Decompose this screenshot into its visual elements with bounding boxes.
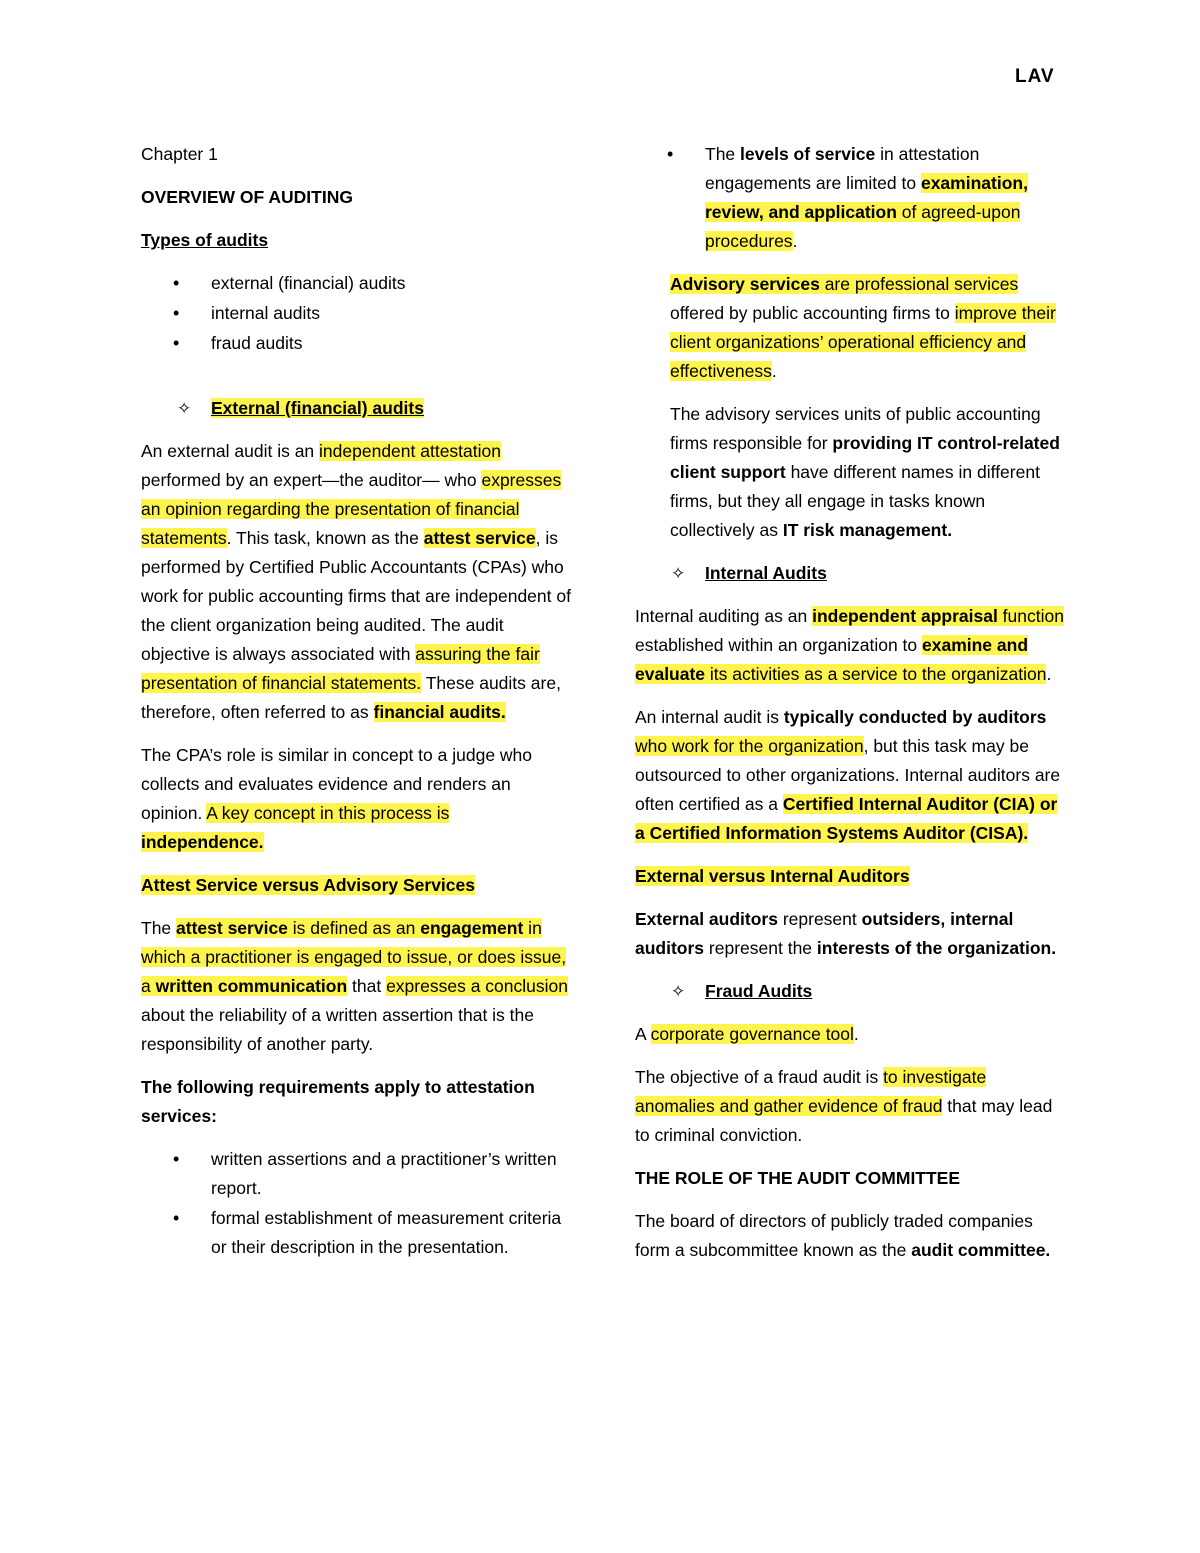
fraud-audits-heading [635, 977, 1065, 1006]
cpa-role-paragraph: The CPA’s role is similar in concept to a judge who collects and evaluates evidence and renders an opinion. A key concept in this process is independence. [141, 745, 533, 852]
list-item: • fraud audits [141, 329, 573, 358]
levels-list [635, 140, 1065, 256]
external-audits-heading [141, 394, 573, 423]
list-item: • external (financial) audits [141, 269, 573, 298]
requirements-list [141, 1145, 573, 1262]
heading-label: Fraud Audits [705, 981, 813, 1001]
diamond-bullet-icon: ✧ [671, 564, 686, 583]
right-column [635, 140, 1065, 1279]
left-column [141, 140, 573, 1276]
advisory-units-paragraph: The advisory services units of public accounting firms responsible for providing IT control-related client support have different names in different firms, but they all engage in tasks known collectively as IT risk management. [670, 404, 1060, 540]
document-title: OVERVIEW OF AUDITING [141, 187, 353, 207]
heading-label: Internal Audits [705, 563, 827, 583]
diamond-bullet-icon: ✧ [671, 982, 686, 1001]
internal-audit-paragraph: Internal auditing as an independent appraisal function established within an organization to examine and evaluate its activities as a service to the organization. [635, 606, 1064, 684]
list-item: • The levels of service in attestation engagements are limited to examination, review, and application of agreed-upon procedures. [635, 140, 1065, 256]
diamond-bullet-icon: ✧ [177, 399, 192, 418]
requirements-heading: The following requirements apply to attestation services: [141, 1077, 535, 1126]
fraud-objective-paragraph: The objective of a fraud audit is to investigate anomalies and gather evidence of fraud that may lead to criminal conviction. [635, 1067, 1053, 1145]
attest-service-paragraph: The attest service is defined as an engagement in which a practitioner is engaged to issue, or does issue, a written communication that expresses a conclusion about the reliability of a written assertion that is the responsibility of another party. [141, 918, 568, 1054]
header-mark: LAV [1015, 66, 1055, 87]
heading-label: External (financial) audits [211, 398, 424, 418]
internal-audits-heading [635, 559, 1065, 588]
external-vs-internal-paragraph: External auditors represent outsiders, internal auditors represent the interests of the organization. [635, 909, 1057, 958]
audit-committee-paragraph: The board of directors of publicly traded companies form a subcommittee known as the audit committee. [635, 1211, 1051, 1260]
list-item: • internal audits [141, 299, 573, 328]
chapter-label: Chapter 1 [141, 144, 218, 164]
external-vs-internal-heading: External versus Internal Auditors [635, 866, 910, 886]
external-audit-paragraph: An external audit is an independent attestation performed by an expert—the auditor— who expresses an opinion regarding the presentation of financial statements. This task, known as the attest service, is performed by Certified Public Accountants (CPAs) who work for public accounting firms that are independent of the client organization being audited. The audit objective is always associated with assuring the fair presentation of financial statements. These audits are, therefore, often referred to as financial audits. [141, 441, 571, 722]
internal-auditors-paragraph: An internal audit is typically conducted by auditors who work for the organization, but this task may be outsourced to other organizations. Internal auditors are often certified as a Certified Internal Auditor (CIA) or a Certified Information Systems Auditor (CISA). [635, 707, 1061, 843]
fraud-definition-paragraph: A corporate governance tool. [635, 1024, 859, 1044]
types-list [141, 269, 573, 358]
audit-committee-heading: THE ROLE OF THE AUDIT COMMITTEE [635, 1168, 961, 1188]
list-item: • written assertions and a practitioner’s written report. [141, 1145, 573, 1203]
advisory-services-paragraph: Advisory services are professional services offered by public accounting firms to improve their client organizations’ operational efficiency and effectiveness. [670, 274, 1056, 381]
attest-vs-advisory-heading: Attest Service versus Advisory Services [141, 875, 475, 895]
list-item: • formal establishment of measurement criteria or their description in the presentation. [141, 1204, 573, 1262]
types-heading: Types of audits [141, 230, 269, 250]
